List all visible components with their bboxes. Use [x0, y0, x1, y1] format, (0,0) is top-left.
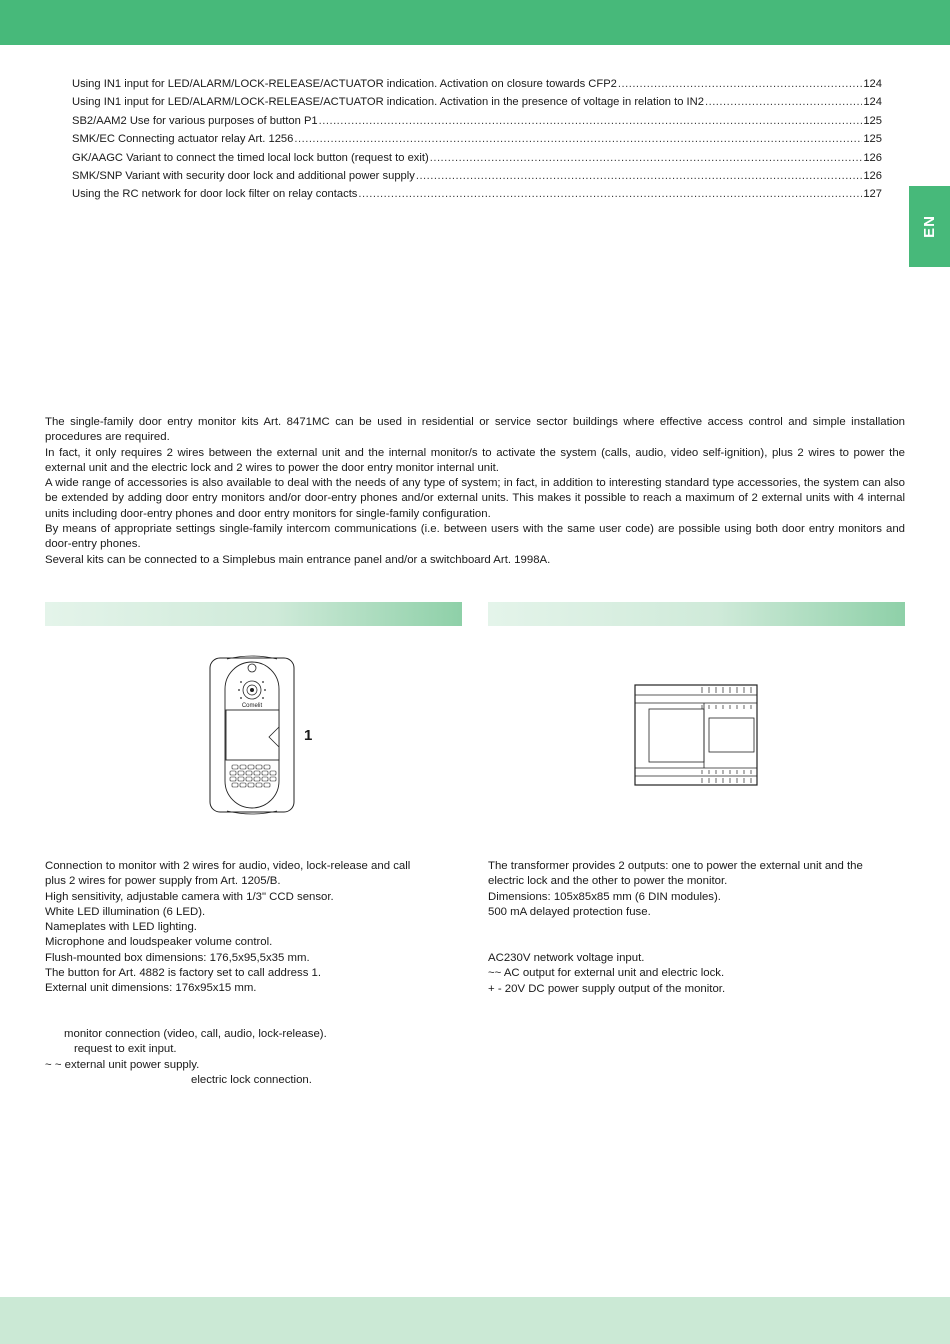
- toc-entry-page: 125: [863, 133, 882, 146]
- intro-paragraph: In fact, it only requires 2 wires between the external unit and the internal monitor/s to activate the system (calls, audio, video self-ignition), plus 2 wires to power the external unit and the electric lock and 2 wires to power the door entry monitor internal unit.: [45, 446, 905, 474]
- toc-entry-page: 124: [863, 78, 882, 90]
- toc-entry[interactable]: [72, 152, 882, 170]
- feature-line: Flush-mounted box dimensions: 176,5x95,5x35 mm.: [45, 951, 310, 964]
- toc-entry-page: 124: [863, 96, 882, 109]
- external-unit-terminals: [45, 1027, 465, 1088]
- toc-entry-page: 125: [863, 114, 882, 127]
- toc-entry-page: 127: [863, 188, 882, 201]
- toc-entry-title: SB2/AAM2 Use for various purposes of button P1: [72, 114, 318, 127]
- language-label: EN: [921, 215, 938, 238]
- terminal-line: request to exit input.: [74, 1043, 177, 1056]
- terminal-line: AC230V network voltage input.: [488, 952, 645, 964]
- feature-line: plus 2 wires for power supply from Art. 1205/B.: [45, 875, 281, 888]
- toc-entry[interactable]: [72, 115, 882, 133]
- transformer-section-header: [488, 602, 905, 626]
- header-bar: [0, 0, 950, 45]
- toc-leader: [294, 133, 862, 145]
- toc-entry-title: Using the RC network for door lock filter on relay contacts: [72, 188, 358, 201]
- toc-entry-title: SMK/EC Connecting actuator relay Art. 1256: [72, 133, 294, 146]
- feature-line: The transformer provides 2 outputs: one to power the external unit and the: [488, 860, 863, 872]
- feature-line: The button for Art. 4882 is factory set to call address 1.: [45, 967, 322, 980]
- feature-line: electric lock and the other to power the monitor.: [488, 875, 728, 888]
- feature-line: External unit dimensions: 176x95x15 mm.: [45, 982, 257, 995]
- toc-entry[interactable]: [72, 133, 882, 151]
- toc-leader: [618, 78, 862, 90]
- intro-paragraph: The single-family door entry monitor kits Art. 8471MC can be used in residential or service sector buildings where effective access control and simple installation procedures are required.: [45, 416, 905, 444]
- toc-entry[interactable]: [72, 188, 882, 206]
- intro-paragraph: Several kits can be connected to a Simplebus main entrance panel and/or a switchboard Art. 1998A.: [45, 553, 551, 566]
- feature-line: Connection to monitor with 2 wires for audio, video, lock-release and call: [45, 860, 411, 872]
- intro-text: [45, 415, 905, 568]
- external-unit-section-header: [45, 602, 462, 626]
- table-of-contents: [72, 78, 882, 207]
- terminal-line: monitor connection (video, call, audio, lock-release).: [64, 1028, 327, 1040]
- toc-entry[interactable]: [72, 170, 882, 188]
- transformer-terminals: [488, 951, 908, 997]
- feature-line: High sensitivity, adjustable camera with 1/3" CCD sensor.: [45, 890, 334, 903]
- external-unit-illustration: [205, 655, 297, 815]
- feature-line: Nameplates with LED lighting.: [45, 921, 197, 934]
- intro-paragraph: By means of appropriate settings single-family intercom communications (i.e. between users with the same user code) are possible using both door entry monitors and door-entry phones.: [45, 523, 905, 551]
- feature-line: 500 mA delayed protection fuse.: [488, 905, 651, 918]
- terminal-line: ~ ~ external unit power supply.: [45, 1058, 200, 1071]
- toc-leader: [705, 96, 862, 108]
- callout-label: 1: [304, 727, 313, 744]
- feature-line: White LED illumination (6 LED).: [45, 905, 206, 918]
- toc-leader: [319, 115, 863, 127]
- brand-logo: Comelit: [241, 703, 263, 709]
- toc-entry-title: GK/AAGC Variant to connect the timed local lock button (request to exit): [72, 151, 429, 164]
- external-unit-drawing: [205, 655, 297, 815]
- transformer-drawing: [634, 684, 760, 788]
- toc-entry-title: Using IN1 input for LED/ALARM/LOCK-RELEASE/ACTUATOR indication. Activation in the presence of voltage in relation to IN2: [72, 96, 704, 109]
- toc-entry-title: SMK/SNP Variant with security door lock and additional power supply: [72, 169, 415, 182]
- toc-leader: [358, 188, 862, 200]
- transformer-features: [488, 859, 908, 920]
- feature-line: Microphone and loudspeaker volume control.: [45, 936, 273, 949]
- terminal-line: electric lock connection.: [191, 1073, 312, 1086]
- toc-entry-title: Using IN1 input for LED/ALARM/LOCK-RELEASE/ACTUATOR indication. Activation on closure towards CFP2: [72, 78, 617, 90]
- footer-bar: [0, 1297, 950, 1344]
- external-unit-features: [45, 859, 465, 997]
- toc-entry-page: 126: [863, 151, 882, 164]
- toc-entry[interactable]: [72, 78, 882, 96]
- toc-entry[interactable]: [72, 96, 882, 114]
- transformer-illustration: [634, 684, 760, 788]
- toc-leader: [416, 170, 862, 182]
- intro-paragraph: A wide range of accessories is also available to deal with the needs of any type of system; in fact, in addition to interesting standard type accessories, the system can also be extended by adding door entry monitors and/or door-entry phones and/or external units. This makes it possible to reach a maximum of 2 external units with 4 internal units including door-entry phones and door entry monitors for single-family configuration.: [45, 477, 905, 520]
- toc-leader: [430, 152, 863, 164]
- language-tab[interactable]: [909, 186, 950, 267]
- terminal-line: ~~ AC output for external unit and electric lock.: [488, 967, 725, 980]
- toc-entry-page: 126: [863, 169, 882, 182]
- terminal-line: + - 20V DC power supply output of the monitor.: [488, 982, 726, 995]
- feature-line: Dimensions: 105x85x85 mm (6 DIN modules).: [488, 890, 721, 903]
